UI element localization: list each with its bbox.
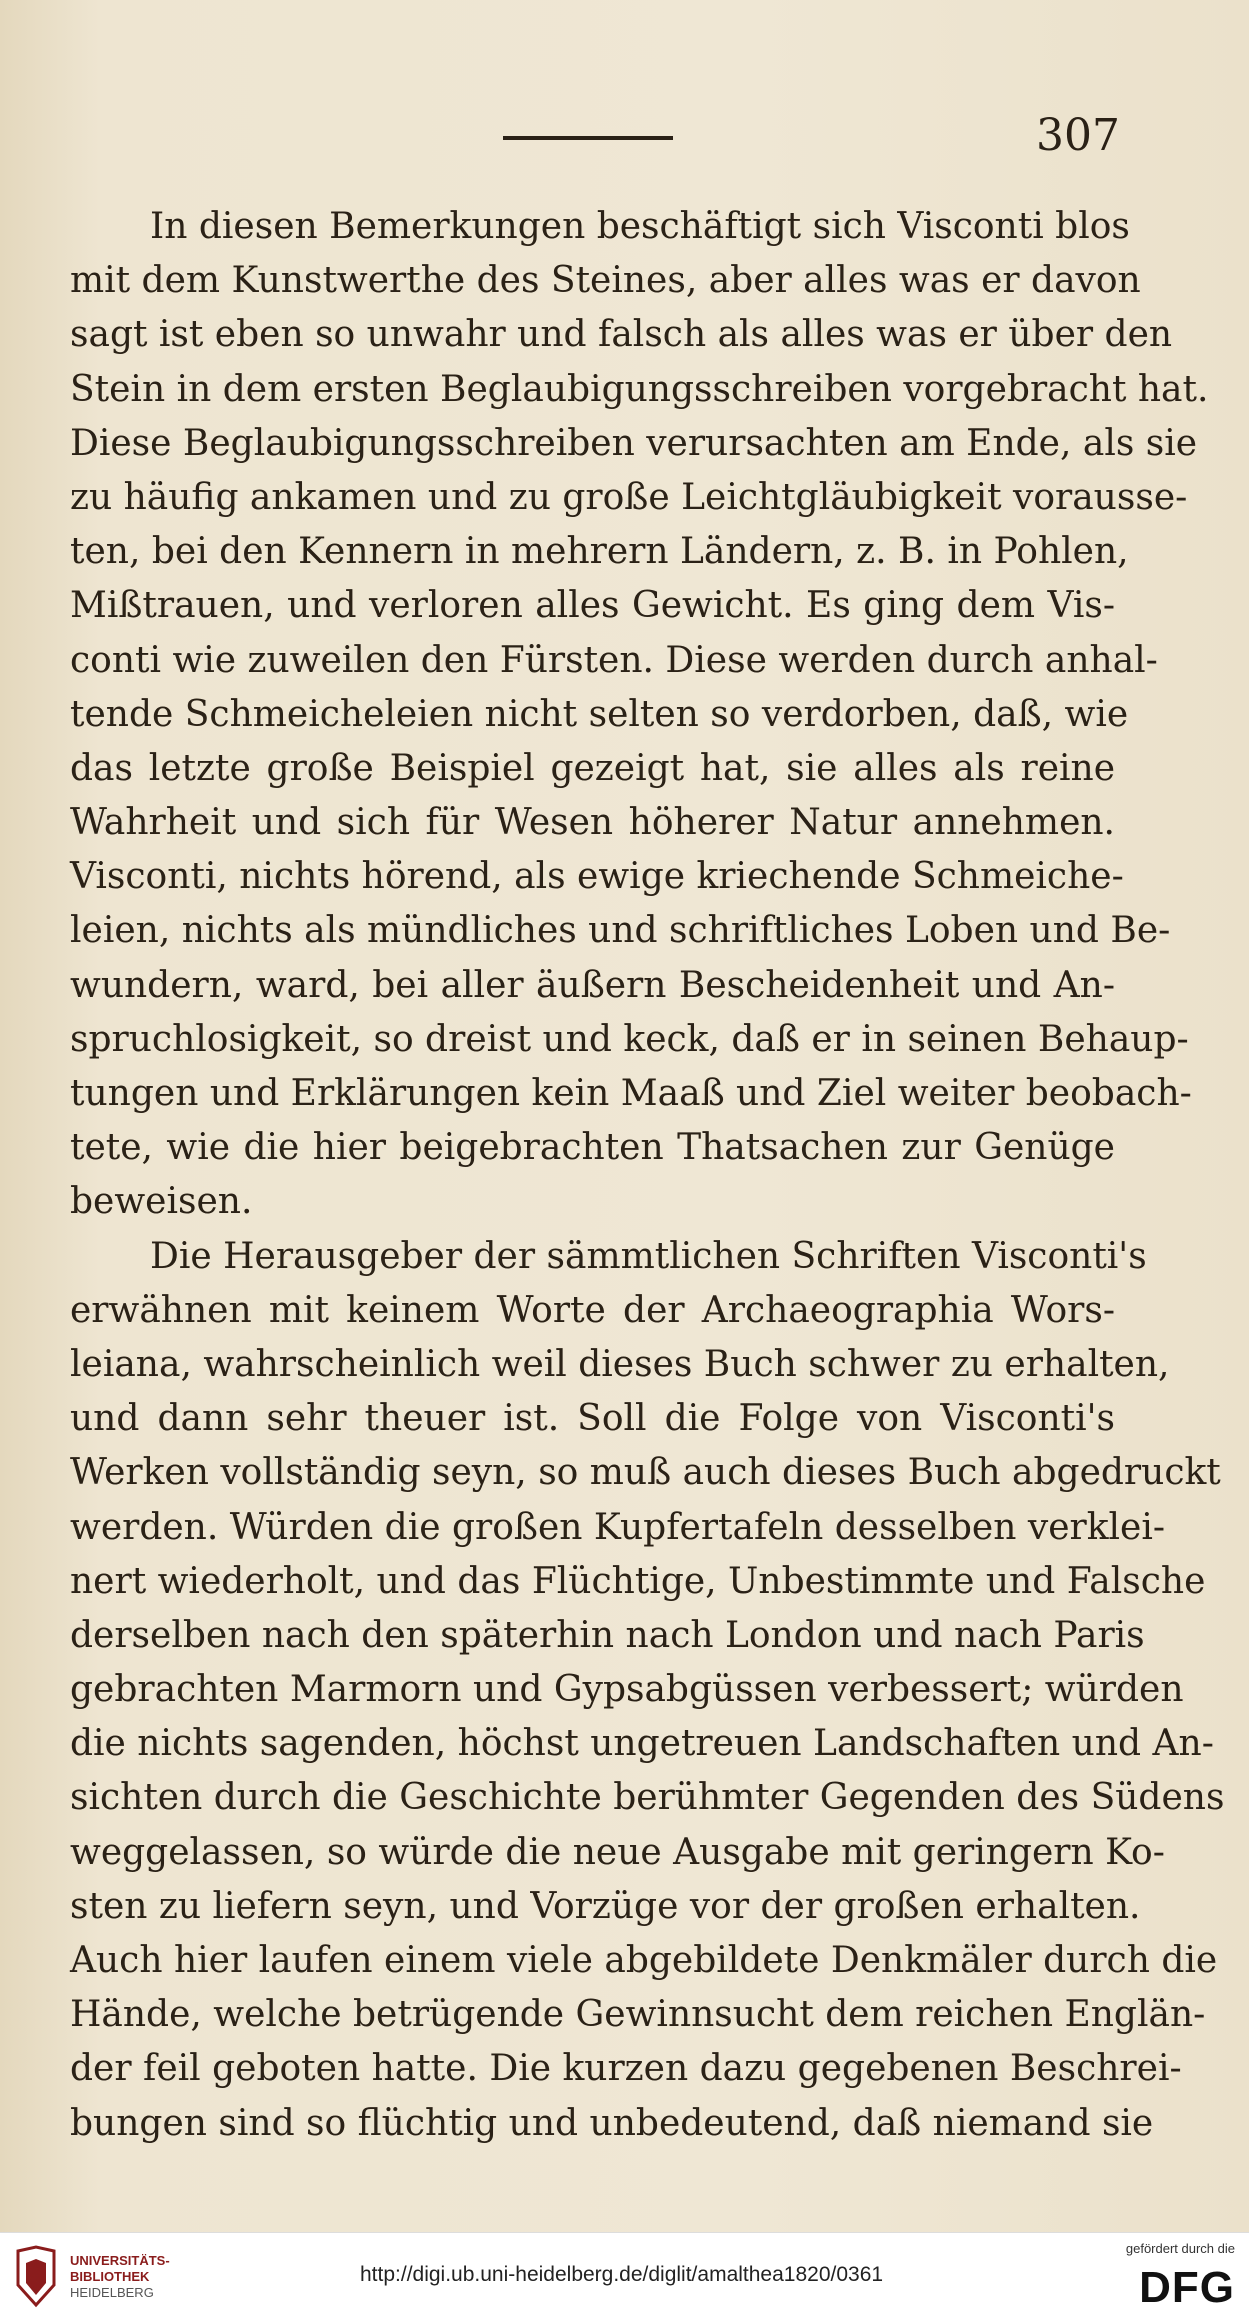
- text-line: Die Herausgeber der sämmtlichen Schriften Visconti's: [150, 1235, 1147, 1277]
- text-line: conti wie zuweilen den Fürsten. Diese werden durch anhal-: [70, 639, 1158, 681]
- permalink-url[interactable]: http://digi.ub.uni-heidelberg.de/diglit/amalthea1820/0361: [360, 2263, 884, 2286]
- text-line: bungen sind so flüchtig und unbedeutend, daß niemand sie: [70, 2102, 1154, 2144]
- text-line: Werken vollständig seyn, so muß auch dieses Buch abgedruckt: [70, 1452, 1221, 1494]
- text-line: Auch hier laufen einem viele abgebildete Denkmäler durch die: [70, 1940, 1218, 1981]
- text-line: mit dem Kunstwerthe des Steines, aber alles was er davon: [70, 260, 1141, 302]
- viewer-footer: [0, 2232, 1249, 2321]
- text-line: Hände, welche betrügende Gewinnsucht dem reichen Englän-: [70, 1994, 1206, 2036]
- library-name-line-1: UNIVERSITÄTS-: [70, 2253, 170, 2268]
- text-line: weggelassen, so würde die neue Ausgabe mit geringern Ko-: [70, 1831, 1165, 1873]
- text-line: nert wiederholt, und das Flüchtige, Unbestimmte und Falsche: [70, 1560, 1206, 1602]
- text-line: Mißtrauen, und verloren alles Gewicht. Es ging dem Vis-: [70, 585, 1115, 627]
- text-line: tungen und Erklärungen kein Maaß und Ziel weiter beobach-: [70, 1073, 1192, 1114]
- text-line: Diese Beglaubigungsschreiben verursachten am Ende, als sie: [70, 422, 1198, 464]
- text-line: gebrachten Marmorn und Gypsabgüssen verbessert; würden: [70, 1669, 1184, 1711]
- text-line: derselben nach den späterhin nach London und nach Paris: [70, 1614, 1145, 1656]
- text-line: sagt ist eben so unwahr und falsch als alles was er über den: [70, 314, 1173, 356]
- dfg-logo: DFG: [1139, 2263, 1235, 2312]
- text-line: In diesen Bemerkungen beschäftigt sich Visconti blos: [150, 206, 1130, 247]
- page-number: 307: [1036, 110, 1120, 161]
- text-line: sten zu liefern seyn, und Vorzüge vor der großen erhalten.: [70, 1885, 1141, 1927]
- text-line: tende Schmeicheleien nicht selten so verdorben, daß, wie: [70, 693, 1129, 735]
- university-library-logo-icon: [12, 2245, 60, 2309]
- text-line: beweisen.: [70, 1181, 253, 1223]
- text-line: Wahrheit und sich für Wesen höherer Natur annehmen.: [70, 802, 1115, 844]
- text-line: leiana, wahrscheinlich weil dieses Buch schwer zu erhalten,: [70, 1343, 1170, 1385]
- body-text: [70, 200, 1225, 2151]
- text-line: zu häufig ankamen und zu große Leichtgläubigkeit vorausse-: [70, 476, 1188, 518]
- text-line: tete, wie die hier beigebrachten Thatsachen zur Genüge: [70, 1127, 1115, 1169]
- text-line: erwähnen mit keinem Worte der Archaeographia Wors-: [70, 1289, 1115, 1331]
- header-rule: [503, 136, 673, 140]
- text-line: Stein in dem ersten Beglaubigungsschreiben vorgebracht hat.: [70, 368, 1209, 410]
- text-line: der feil geboten hatte. Die kurzen dazu gegebenen Beschrei-: [70, 2048, 1182, 2090]
- text-line: spruchlosigkeit, so dreist und keck, daß er in seinen Behaup-: [70, 1018, 1189, 1060]
- library-name: [70, 2253, 170, 2301]
- text-line: werden. Würden die großen Kupfertafeln desselben verklei-: [70, 1506, 1166, 1548]
- text-line: leien, nichts als mündliches und schriftliches Loben und Be-: [70, 910, 1171, 952]
- text-line: das letzte große Beispiel gezeigt hat, sie alles als reine: [70, 747, 1115, 789]
- text-line: die nichts sagenden, höchst ungetreuen Landschaften und An-: [70, 1723, 1214, 1765]
- text-line: Visconti, nichts hörend, als ewige kriechende Schmeiche-: [70, 856, 1124, 898]
- library-name-line-3: HEIDELBERG: [70, 2285, 154, 2300]
- text-line: ten, bei den Kennern in mehrern Ländern, z. B. in Pohlen,: [70, 531, 1129, 573]
- funding-note: gefördert durch die: [1125, 2241, 1235, 2256]
- text-line: und dann sehr theuer ist. Soll die Folge von Visconti's: [70, 1398, 1115, 1440]
- text-line: wundern, ward, bei aller äußern Bescheidenheit und An-: [70, 964, 1115, 1006]
- library-name-line-2: BIBLIOTHEK: [70, 2269, 150, 2284]
- text-line: sichten durch die Geschichte berühmter Gegenden des Südens: [70, 1777, 1225, 1819]
